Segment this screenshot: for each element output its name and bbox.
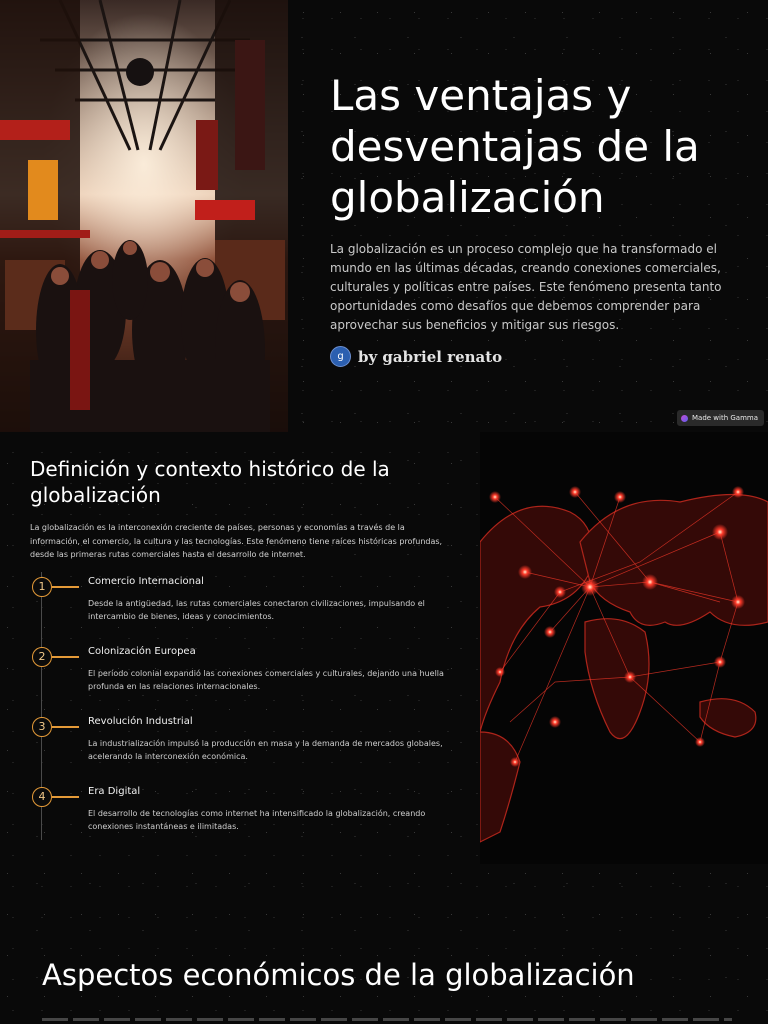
world-network-map	[480, 432, 768, 864]
gamma-badge-label: Made with Gamma	[692, 414, 759, 422]
author-avatar: g	[330, 346, 351, 367]
made-with-gamma-badge[interactable]	[677, 410, 764, 426]
timeline-number: 2	[32, 647, 52, 667]
author-byline	[330, 346, 502, 367]
slide2-title: Definición y contexto histórico de la globalización	[30, 457, 390, 507]
timeline-number: 1	[32, 577, 52, 597]
timeline-connector	[52, 726, 79, 728]
slide1-title: Las ventajas y desventajas de la globalización	[330, 71, 700, 222]
market-photo	[0, 0, 288, 432]
timeline-text: El período colonial expandió las conexiones comerciales y culturales, dejando una huella profunda en las relaciones internacionales.	[88, 669, 444, 691]
timeline-number: 3	[32, 717, 52, 737]
timeline-text: Desde la antigüedad, las rutas comerciales conectaron civilizaciones, impulsando el intercambio de bienes, ideas y conocimientos.	[88, 599, 425, 621]
timeline-item	[31, 780, 451, 840]
timeline-connector	[52, 796, 79, 798]
timeline-item	[31, 570, 451, 630]
author-name: by gabriel renato	[358, 347, 503, 366]
slide1-description: La globalización es un proceso complejo que ha transformado el mundo en las últimas décadas, creando conexiones comerciales, culturales y políticas entre países. Este fenómeno presenta tanto oportunidades como desafíos que debemos comprender para aprovechar sus beneficios y mitigar sus riesgos.	[330, 242, 722, 332]
slide3-title: Aspectos económicos de la globalización	[42, 958, 635, 992]
slide2-intro: La globalización es la interconexión creciente de países, personas y economías a través de la información, el comercio, la cultura y las tecnologías. Este fenómeno tiene raíces históricas profundas, desde las primeras rutas comerciales hasta el desarrollo de internet.	[30, 523, 443, 559]
timeline-connector	[52, 586, 79, 588]
timeline-title: Comercio Internacional	[88, 576, 204, 587]
timeline-title: Revolución Industrial	[88, 716, 193, 727]
timeline-number: 4	[32, 787, 52, 807]
timeline-title: Era Digital	[88, 786, 141, 797]
timeline-title: Colonización Europea	[88, 646, 196, 657]
timeline-text: El desarrollo de tecnologías como internet ha intensificado la globalización, creando conexiones instantáneas e ilimitadas.	[88, 809, 426, 831]
timeline-text: La industrialización impulsó la producción en masa y la demanda de mercados globales, acelerando la interconexión económica.	[88, 739, 443, 761]
timeline-item	[31, 710, 451, 770]
timeline-connector	[52, 656, 79, 658]
slide3-text-peek	[42, 1018, 732, 1021]
gamma-logo-icon	[681, 415, 688, 422]
timeline-item	[31, 640, 451, 700]
